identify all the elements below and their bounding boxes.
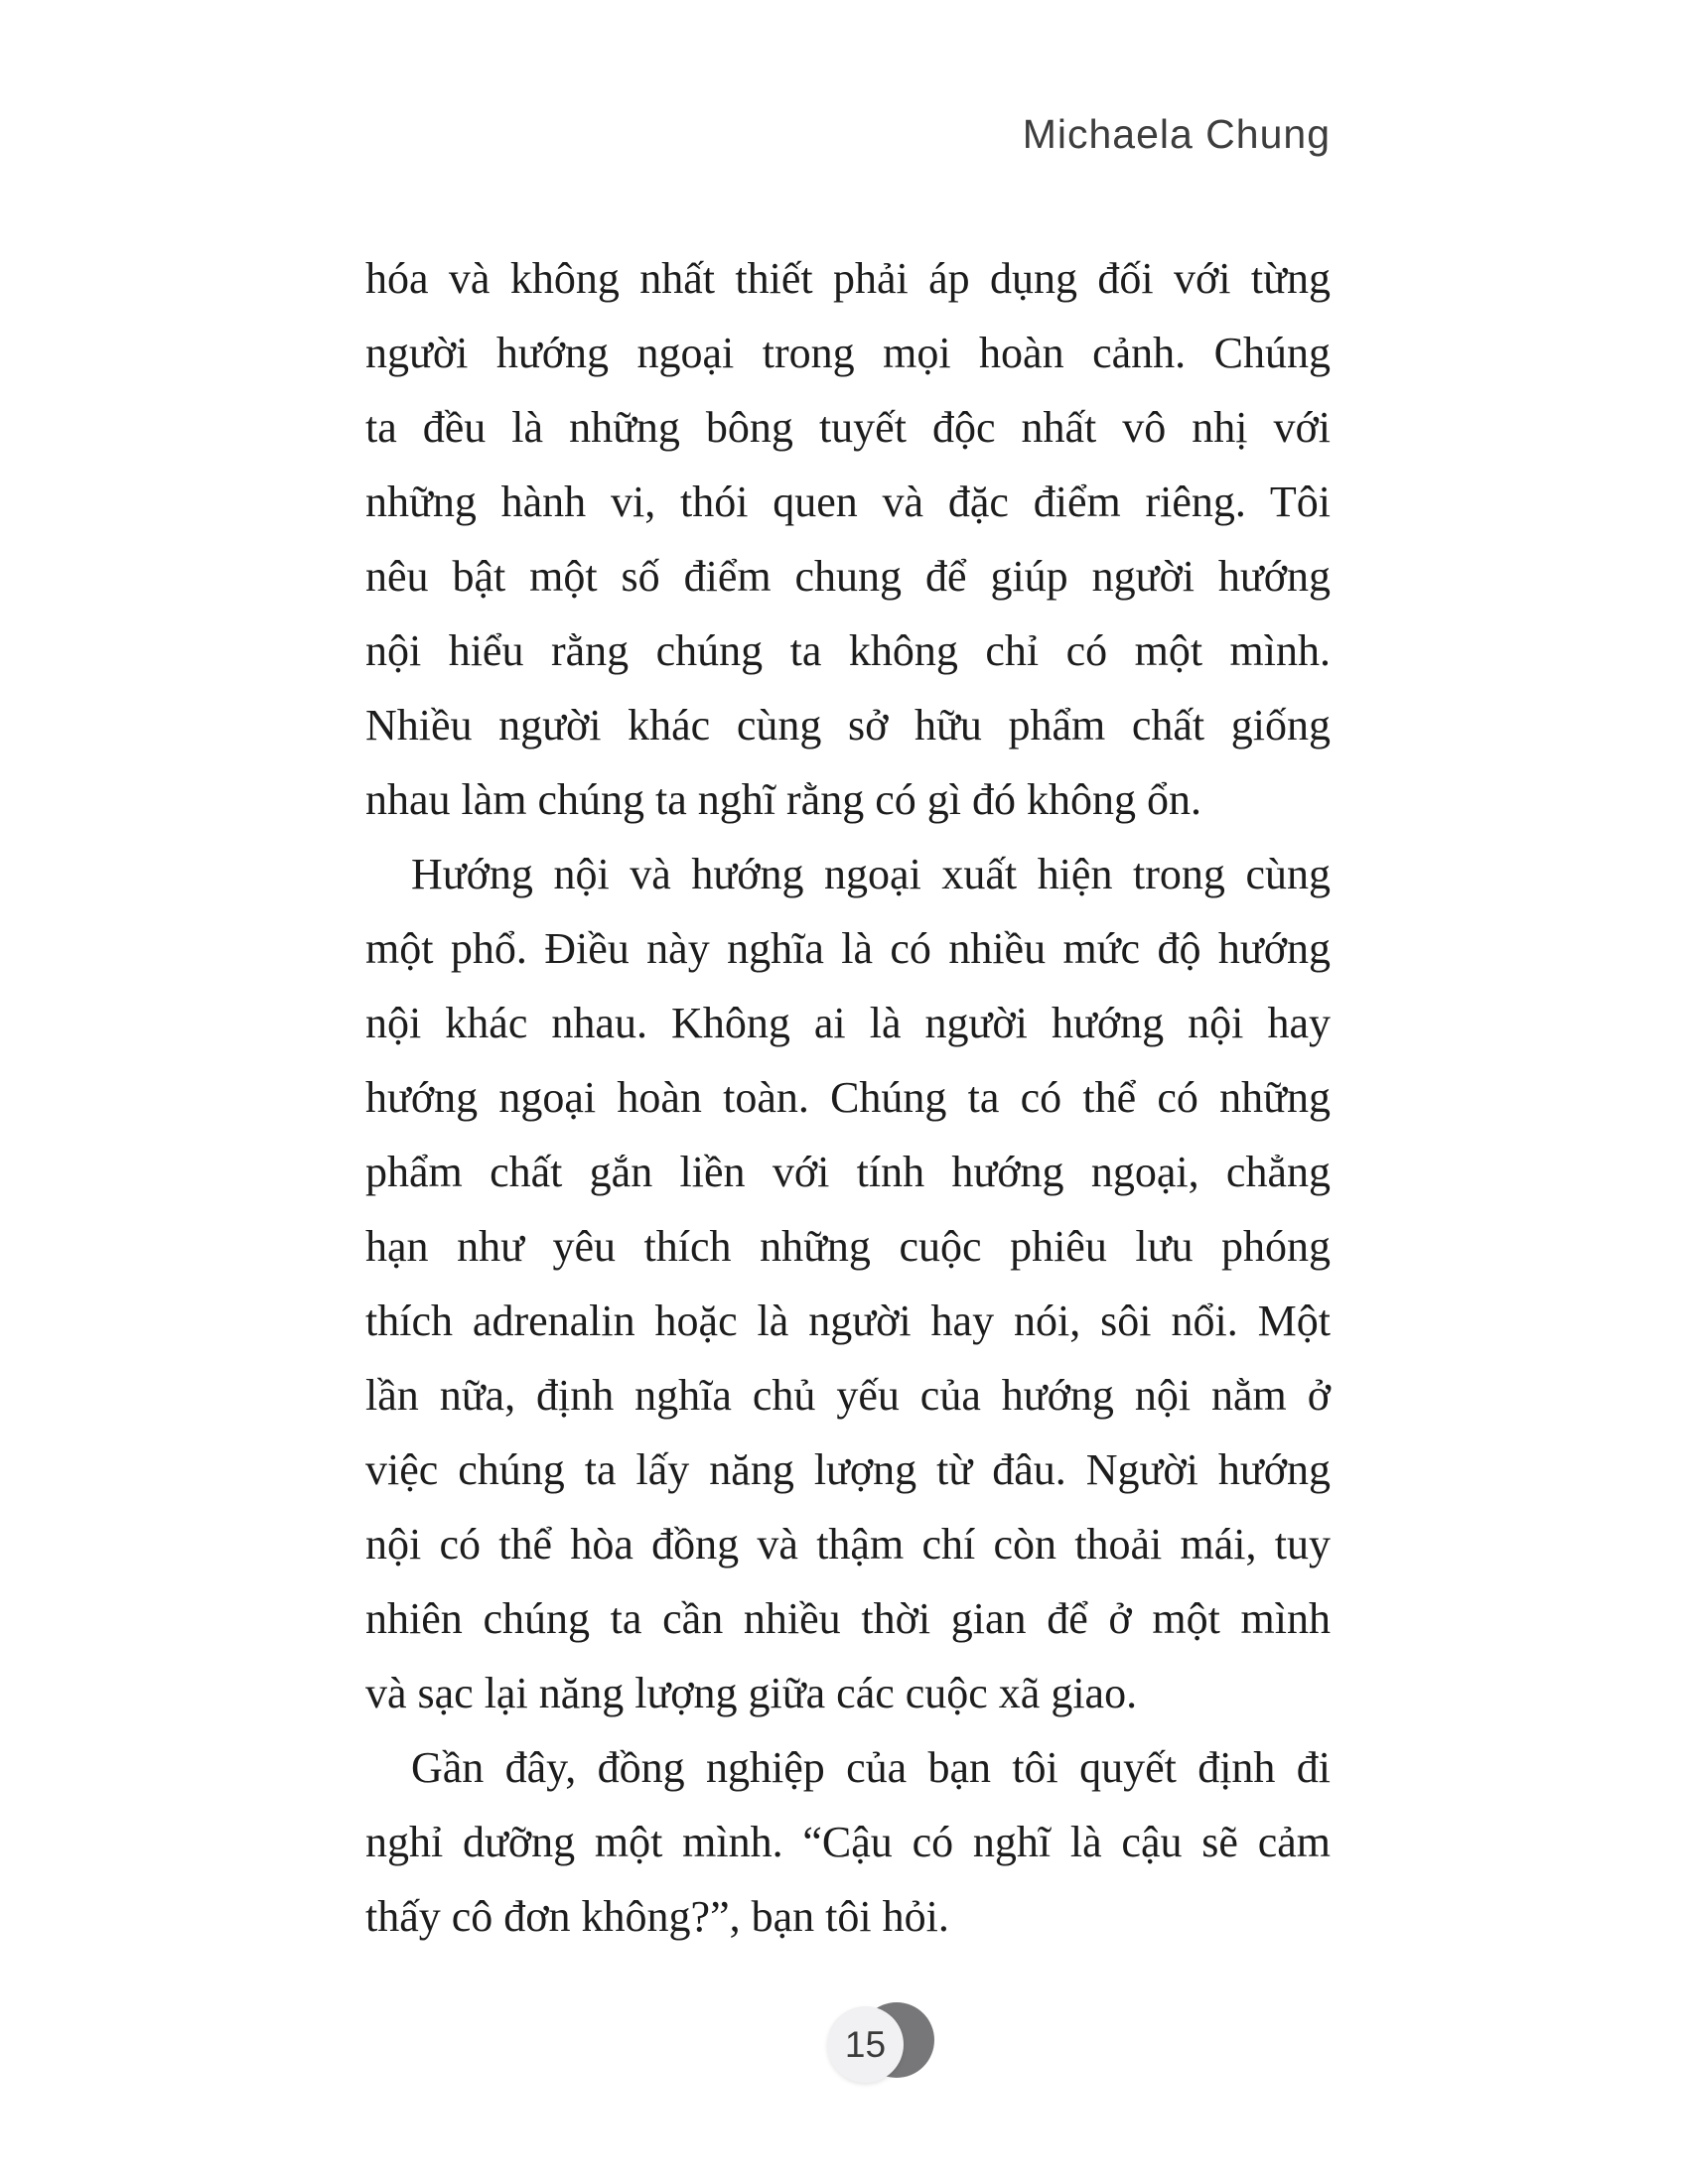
text-line: thích adrenalin hoặc là người hay nói, sôi nổi. Một	[365, 1297, 1331, 1345]
text-line: hướng ngoại hoàn toàn. Chúng ta có thể có những	[365, 1073, 1331, 1122]
text-line: nêu bật một số điểm chung để giúp người hướng	[365, 552, 1331, 601]
text-line: một phổ. Điều này nghĩa là có nhiều mức độ hướng	[365, 924, 1331, 973]
text-line: hạn như yêu thích những cuộc phiêu lưu phóng	[365, 1222, 1331, 1271]
text-line: hóa và không nhất thiết phải áp dụng đối với từng	[365, 254, 1331, 303]
paragraph	[365, 1730, 1331, 1954]
text-line: nhiên chúng ta cần nhiều thời gian để ở một mình	[365, 1594, 1331, 1643]
text-line: những hành vi, thói quen và đặc điểm riêng. Tôi	[365, 478, 1331, 526]
text-line: người hướng ngoại trong mọi hoàn cảnh. Chúng	[365, 329, 1331, 377]
text-line: nhau làm chúng ta nghĩ rằng có gì đó không ổn.	[365, 775, 1201, 824]
running-header-author: Michaela Chung	[1022, 111, 1331, 157]
page-number-badge	[827, 1999, 938, 2085]
page-number: 15	[844, 2023, 887, 2065]
text-line: lần nữa, định nghĩa chủ yếu của hướng nội nằm ở	[365, 1371, 1331, 1420]
text-line: nội khác nhau. Không ai là người hướng nội hay	[365, 999, 1331, 1047]
text-line: nội có thể hòa đồng và thậm chí còn thoải mái, tuy	[365, 1520, 1331, 1569]
page-number-circle	[827, 2006, 904, 2083]
text-line: Hướng nội và hướng ngoại xuất hiện trong cùng	[411, 850, 1331, 898]
text-line: nội hiểu rằng chúng ta không chỉ có một mình.	[365, 626, 1331, 675]
text-line: Gần đây, đồng nghiệp của bạn tôi quyết định đi	[411, 1743, 1331, 1792]
text-line: ta đều là những bông tuyết độc nhất vô nhị với	[365, 403, 1331, 452]
paragraph	[365, 241, 1331, 837]
text-line: phẩm chất gắn liền với tính hướng ngoại, chẳng	[365, 1148, 1331, 1196]
body-text	[365, 241, 1331, 1954]
text-line: nghỉ dưỡng một mình. “Cậu có nghĩ là cậu sẽ cảm	[365, 1818, 1331, 1866]
text-line: thấy cô đơn không?”, bạn tôi hỏi.	[365, 1892, 949, 1941]
paragraph	[365, 837, 1331, 1730]
text-line: và sạc lại năng lượng giữa các cuộc xã giao.	[365, 1669, 1138, 1717]
text-line: Nhiều người khác cùng sở hữu phẩm chất giống	[365, 701, 1331, 750]
text-line: việc chúng ta lấy năng lượng từ đâu. Người hướng	[365, 1445, 1331, 1494]
